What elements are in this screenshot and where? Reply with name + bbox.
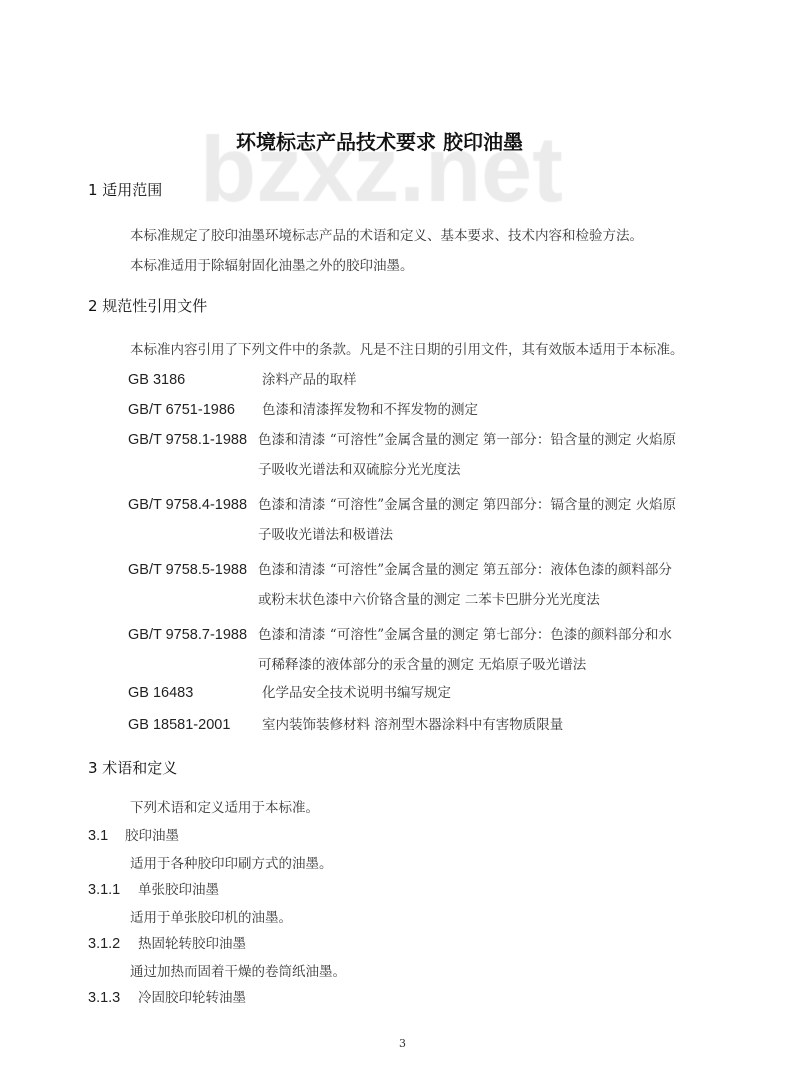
- paragraph: 下列术语和定义适用于本标准。: [130, 800, 319, 816]
- reference-title: 色漆和清漆挥发物和不挥发物的测定: [262, 402, 478, 418]
- term-number: 3.1.2: [88, 936, 121, 952]
- term-name: 单张胶印油墨: [138, 882, 219, 898]
- reference-code: GB/T 9758.5-1988: [128, 562, 248, 578]
- term-number: 3.1.3: [88, 990, 121, 1006]
- reference-title-continued: 子吸收光谱法和双硫腙分光光度法: [258, 462, 461, 478]
- reference-code: GB 16483: [128, 685, 194, 701]
- term-definition: 适用于单张胶印机的油墨。: [130, 910, 292, 926]
- reference-code: GB/T 9758.4-1988: [128, 497, 248, 513]
- paragraph: 本标准适用于除辐射固化油墨之外的胶印油墨。: [130, 258, 414, 274]
- reference-title: 室内装饰装修材料 溶剂型木器涂料中有害物质限量: [262, 717, 564, 733]
- reference-code: GB/T 6751-1986: [128, 402, 235, 418]
- reference-code: GB/T 9758.7-1988: [128, 627, 248, 643]
- reference-title: 化学品安全技术说明书编写规定: [262, 685, 451, 701]
- term-name: 冷固胶印轮转油墨: [138, 990, 246, 1006]
- reference-code: GB 18581-2001: [128, 717, 231, 733]
- reference-title: 色漆和清漆 “可溶性”金属含量的测定 第一部分：铅含量的测定 火焰原: [258, 432, 677, 448]
- term-number: 3.1: [88, 828, 109, 844]
- reference-title: 色漆和清漆 “可溶性”金属含量的测定 第五部分：液体色漆的颜料部分: [258, 562, 672, 578]
- reference-code: GB/T 9758.1-1988: [128, 432, 248, 448]
- paragraph: 本标准内容引用了下列文件中的条款。凡是不注日期的引用文件，其有效版本适用于本标准。: [130, 342, 684, 358]
- section-3-heading: 3 术语和定义: [88, 759, 178, 777]
- paragraph: 本标准规定了胶印油墨环境标志产品的术语和定义、基本要求、技术内容和检验方法。: [130, 228, 643, 244]
- document-title: 环境标志产品技术要求 胶印油墨: [236, 130, 523, 154]
- term-definition: 适用于各种胶印印刷方式的油墨。: [130, 856, 333, 872]
- term-name: 热固轮转胶印油墨: [138, 936, 246, 952]
- reference-title-continued: 或粉末状色漆中六价铬含量的测定 二苯卡巴肼分光光度法: [258, 592, 600, 608]
- reference-title: 色漆和清漆 “可溶性”金属含量的测定 第四部分：镉含量的测定 火焰原: [258, 497, 677, 513]
- page-number: 3: [399, 1037, 406, 1050]
- reference-title-continued: 可稀释漆的液体部分的汞含量的测定 无焰原子吸光谱法: [258, 657, 587, 673]
- section-1-heading: 1 适用范围: [88, 181, 163, 199]
- reference-title-continued: 子吸收光谱法和极谱法: [258, 527, 393, 543]
- reference-title: 色漆和清漆 “可溶性”金属含量的测定 第七部分：色漆的颜料部分和水: [258, 627, 672, 643]
- term-name: 胶印油墨: [125, 828, 179, 844]
- reference-code: GB 3186: [128, 372, 186, 388]
- section-2-heading: 2 规范性引用文件: [88, 297, 208, 315]
- term-definition: 通过加热而固着干燥的卷筒纸油墨。: [130, 964, 346, 980]
- term-number: 3.1.1: [88, 882, 121, 898]
- reference-title: 涂料产品的取样: [262, 372, 357, 388]
